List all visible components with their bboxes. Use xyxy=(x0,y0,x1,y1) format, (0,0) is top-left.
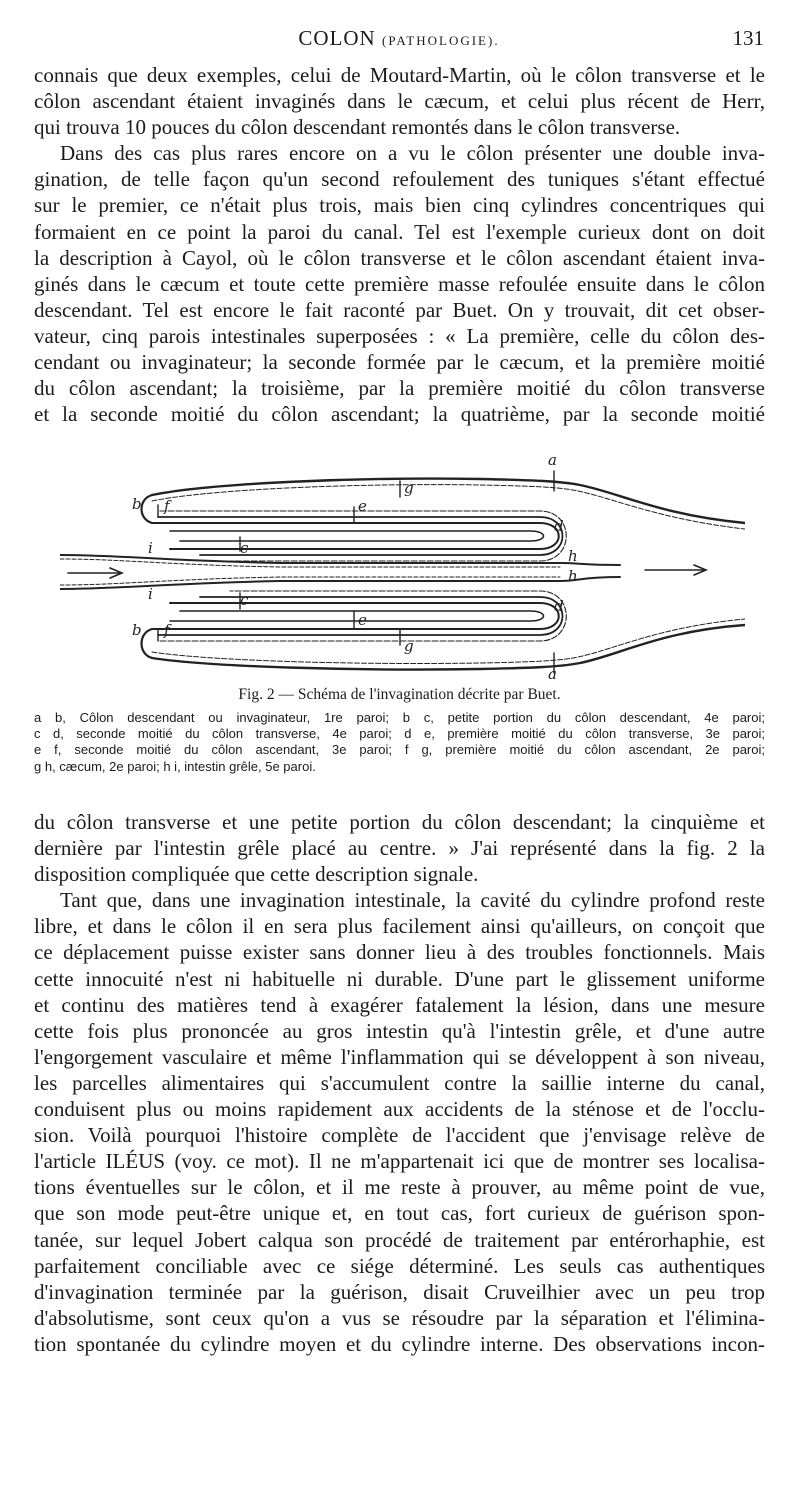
text-line: Dans des cas plus rares encore on a vu le côlon présenter une double inva- xyxy=(60,141,765,166)
text-line: cette innocuité n'est ni habituelle ni durable. D'une part le glissement uniforme xyxy=(34,966,765,991)
page-number: 131 xyxy=(732,26,764,50)
label-d-top: d xyxy=(554,517,564,535)
outer-wall-lower xyxy=(152,625,745,670)
label-d-bottom: d xyxy=(554,597,564,615)
body-text-bottom xyxy=(34,809,765,1357)
text-line: ce déplacement puisse exister sans donner lieu à des troubles fonctionnels. Mais xyxy=(34,940,765,965)
legend-line: a b, Côlon descendant ou invaginateur, 1re paroi; b c, petite portion du côlon descendant, 4e paroi; xyxy=(34,710,765,725)
figure-legend xyxy=(34,710,765,775)
text-line: disposition compliquée que cette description signale. xyxy=(34,862,479,887)
body-text-top xyxy=(34,62,765,427)
text-line: les parcelles alimentaires qui s'accumulent contre la saillie interne du canal, xyxy=(34,1070,765,1095)
text-line: du côlon ascendant; la troisième, par la première moitié du côlon transverse xyxy=(34,376,765,401)
text-line: formaient en ce point la paroi du canal. Tel est l'exemple curieux dont on doit xyxy=(34,219,765,244)
running-head-main: COLON xyxy=(298,26,376,50)
label-c-top: c xyxy=(240,539,249,557)
label-a-bottom: a xyxy=(548,665,557,683)
fold-b-upper xyxy=(142,495,153,523)
text-line: d'invagination terminée par la guérison, disait Cruveilhier avec un peu trop xyxy=(34,1279,765,1304)
text-line: cendant ou invaginateur; la seconde formée par le cæcum, et la première moitié xyxy=(34,350,765,375)
label-f-bottom: f xyxy=(164,621,170,639)
label-e-top: e xyxy=(358,497,367,515)
running-head-subtitle: (PATHOLOGIE). xyxy=(381,33,500,48)
text-line: du côlon transverse et une petite portion du côlon descendant; la cinquième et xyxy=(34,810,765,834)
fold-b-lower xyxy=(142,629,153,658)
label-h-bottom: h xyxy=(568,567,578,585)
text-line: dernière par l'intestin grêle placé au centre. » J'ai représenté dans la fig. 2 la xyxy=(34,836,765,861)
upper-fold-middle xyxy=(160,511,566,561)
text-line: tions éventuelles sur le côlon, et il me reste à prouver, au même point de vue, xyxy=(34,1175,765,1200)
intestine-upper xyxy=(60,555,620,565)
text-line: et la seconde moitié du côlon ascendant; la quatrième, par la seconde moitié xyxy=(34,402,765,427)
text-line: conduisent plus ou moins rapidement aux accidents de la sténose et de l'occlu- xyxy=(34,1097,765,1122)
text-line: ginés dans le cæcum et toute cette première masse refoulée ensuite dans le côlon xyxy=(34,271,765,296)
diagram-svg xyxy=(60,453,745,683)
invagination-diagram xyxy=(60,453,745,683)
text-line: d'absolutisme, sont ceux qu'on a vus se résoudre par la séparation et l'élimina- xyxy=(34,1305,765,1330)
label-c-bottom: c xyxy=(240,591,249,609)
label-h-top: h xyxy=(568,547,578,565)
lower-fold-core xyxy=(170,611,544,621)
label-i-bottom: i xyxy=(148,585,153,603)
text-line: parfaitement conciliable avec ce siége déterminé. Les seuls cas authentiques xyxy=(34,1253,765,1278)
legend-line: g h, cæcum, 2e paroi; h i, intestin grêle, 5e paroi. xyxy=(34,758,316,774)
text-line: libre, et dans le côlon il en sera plus facilement ainsi qu'ailleurs, on conçoit que xyxy=(34,914,765,939)
text-line: qui trouva 10 pouces du côlon descendant remontés dans le côlon transverse. xyxy=(34,115,681,140)
text-line: que son mode peut-être unique et, en tout cas, fort curieux de guérison spon- xyxy=(34,1201,765,1226)
label-b-bottom: b xyxy=(132,621,142,639)
text-line: et continu des matières tend à exagérer fatalement la lésion, dans une mesure xyxy=(34,992,765,1017)
upper-fold-core xyxy=(170,531,544,541)
text-line: descendant. Tel est encore le fait raconté par Buet. On y trouvait, dit cet obser- xyxy=(34,297,765,322)
text-line: tion spontanée du cylindre moyen et du cylindre interne. Des observations incon- xyxy=(34,1331,765,1356)
running-head-title xyxy=(34,26,764,51)
text-line: connais que deux exemples, celui de Moutard-Martin, où le côlon transverse et le xyxy=(34,63,765,87)
text-line: côlon ascendant étaient invaginés dans le cæcum, et celui plus récent de Herr, xyxy=(34,89,765,114)
text-line: sur le premier, ce n'était plus trois, mais bien cinq cylindres concentriques qui xyxy=(34,193,765,218)
label-b-top: b xyxy=(132,495,142,513)
text-line: cette fois plus prononcée au gros intestin qu'à l'intestin grêle, et d'une autre xyxy=(34,1018,765,1043)
text-line: tanée, sur lequel Jobert calqua son procédé de traitement par entérorhaphie, est xyxy=(34,1227,765,1252)
figure-caption: Fig. 2 — Schéma de l'invagination décrite par Buet. xyxy=(238,686,561,703)
label-g-bottom: g xyxy=(404,637,414,655)
text-line: l'engorgement vasculaire et même l'inflammation qui se développent à son niveau, xyxy=(34,1044,765,1069)
legend-line: c d, seconde moitié du côlon transverse, 4e paroi; d e, première moitié du côlon transverse, 3e paroi; xyxy=(34,726,765,742)
label-a-top: a xyxy=(548,453,557,469)
lower-fold-outer xyxy=(152,603,559,629)
upper-fold-outer xyxy=(152,523,559,549)
running-head xyxy=(34,26,764,58)
text-line: gination, de telle façon qu'un second refoulement des tuniques s'étant effectué xyxy=(34,167,765,192)
text-line: Tant que, dans une invagination intestinale, la cavité du cylindre profond reste xyxy=(60,888,765,913)
text-line: vateur, cinq parois intestinales superposées : « La première, celle du côlon des- xyxy=(34,323,765,348)
label-f-top: f xyxy=(164,497,170,515)
label-i-top: i xyxy=(148,539,153,557)
label-e-bottom: e xyxy=(358,611,367,629)
intestine-lower xyxy=(60,577,620,589)
label-g-top: g xyxy=(404,479,414,497)
text-line: la description à Cayol, où le côlon transverse et le côlon ascendant étaient inva- xyxy=(34,245,765,270)
text-line: l'article ILÉUS (voy. ce mot). Il ne m'appartenait ici que de montrer ses localisa- xyxy=(34,1149,765,1174)
legend-line: e f, seconde moitié du côlon ascendant, 3e paroi; f g, première moitié du côlon ascendant, 2e paroi; xyxy=(34,742,765,758)
text-line: sion. Voilà pourquoi l'histoire complète de l'accident que j'envisage relève de xyxy=(34,1123,765,1148)
